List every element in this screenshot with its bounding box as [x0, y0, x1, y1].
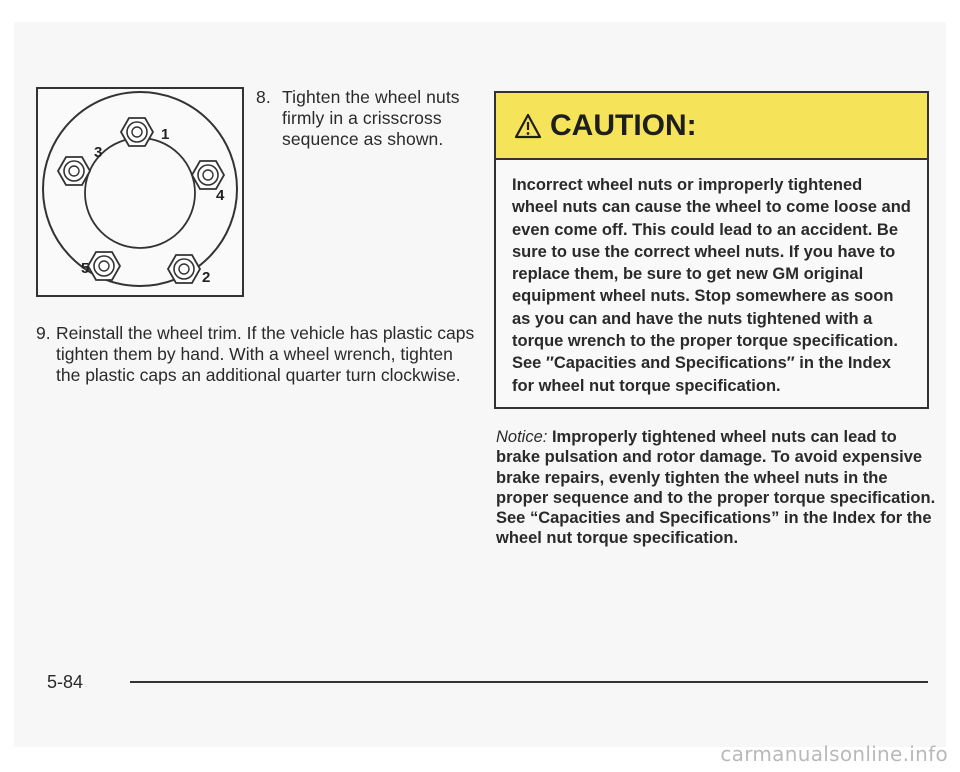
nut-label-1: 1	[161, 126, 170, 143]
notice-text: Improperly tightened wheel nuts can lead to brake pulsation and rotor damage. To avoid expensive brake repairs, evenly tighten the wheel nuts in the proper sequence and to the proper torque specification. See “Capacities and Specifications” in the Index for the wheel nut torque specification.	[496, 428, 936, 548]
step-text: Tighten the wheel nuts firmly in a crisscross sequence as shown.	[282, 87, 460, 149]
notice-label: Notice:	[496, 428, 548, 446]
nut-label-2: 2	[202, 269, 211, 286]
caution-header	[496, 93, 927, 160]
warning-triangle-icon	[514, 113, 542, 139]
page-number: 5-84	[47, 672, 84, 692]
step-number: 8.	[256, 87, 271, 107]
wheel-nut-icon	[58, 157, 90, 185]
wheel-nut-sequence-diagram	[36, 87, 244, 297]
wheel-nut-icon	[88, 252, 120, 280]
caution-title: CAUTION:	[550, 108, 697, 142]
nut-label-5: 5	[81, 260, 90, 277]
nut-label-3: 3	[94, 144, 103, 161]
step-number: 9.	[36, 323, 51, 343]
wheel-nut-icon	[121, 118, 153, 146]
step-9	[36, 323, 476, 386]
watermark: carmanualsonline.info	[720, 742, 948, 766]
wheel-nut-icon	[192, 161, 224, 189]
nut-label-4: 4	[216, 187, 225, 204]
caution-text: Incorrect wheel nuts or improperly tightened wheel nuts can cause the wheel to come loose and even come off. This could lead to an accident. Be sure to use the correct wheel nuts. If you have to replace them, be sure to get new GM original equipment wheel nuts. Stop somewhere as soon as you can and have the nuts tightened with a torque wrench to the proper torque specification. See ″Capacities and Specifications″ in the Index for wheel nut torque specification.	[512, 176, 911, 395]
notice-paragraph	[496, 427, 936, 549]
step-text: Reinstall the wheel trim. If the vehicle has plastic caps tighten them by hand. With a wheel wrench, tighten the plastic caps an additional quarter turn clockwise.	[56, 323, 475, 385]
footer-rule	[130, 681, 928, 683]
wheel-nut-icon	[168, 255, 200, 283]
step-8	[256, 87, 486, 150]
caution-box	[494, 91, 929, 409]
